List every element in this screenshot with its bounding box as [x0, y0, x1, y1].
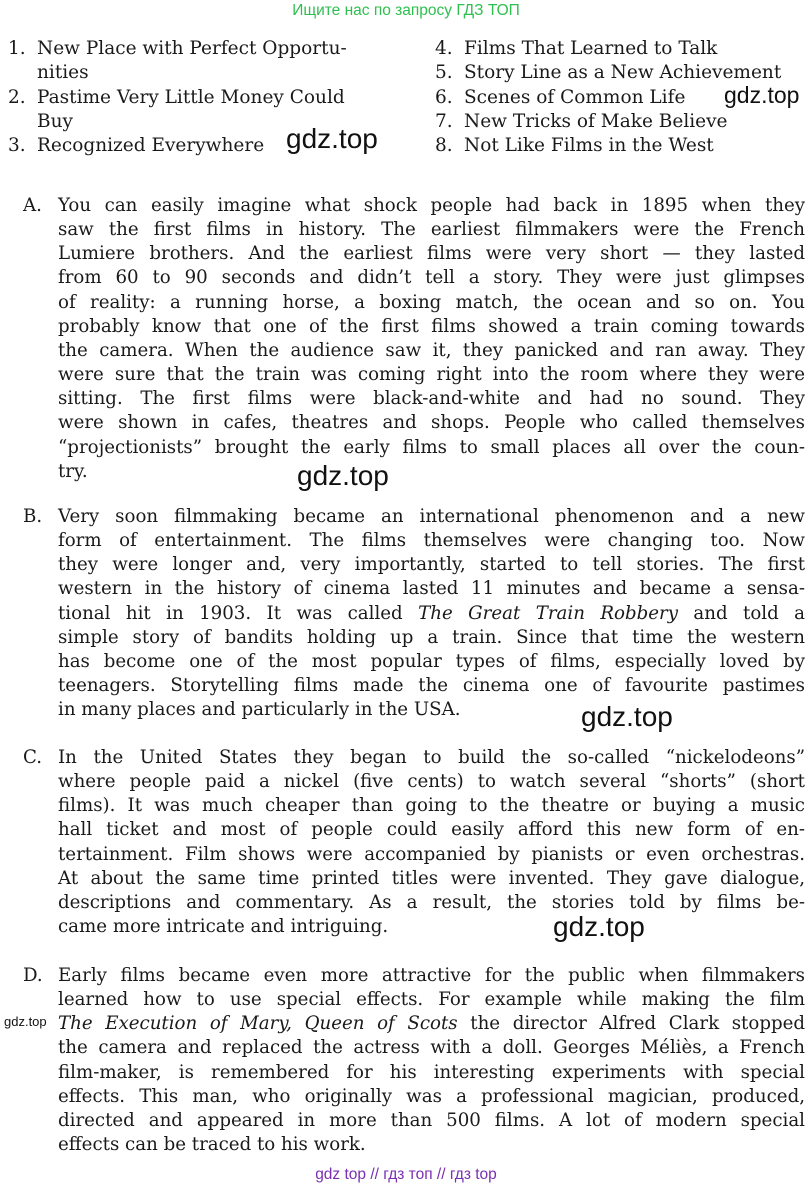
- text-line: directed and appeared in more than 500 films. A lot of modern special: [58, 1109, 805, 1131]
- film-title: The Great Train Robbery: [418, 602, 678, 624]
- paragraph-a: [23, 194, 805, 484]
- heading-number: 1.: [8, 38, 26, 59]
- text-line: form of entertainment. The films themselves were changing too. Now: [58, 530, 805, 552]
- heading-number: 5.: [435, 62, 453, 84]
- watermark: gdz.top: [553, 911, 645, 942]
- text-line: they were longer and, very importantly, started to tell stories. The first: [58, 554, 805, 576]
- watermark: gdz.top: [286, 123, 378, 154]
- text-line: teenagers. Storytelling films made the cinema one of favourite pastimes: [58, 675, 805, 697]
- watermark: gdz.top: [581, 701, 673, 732]
- text-line: of reality: a running horse, a boxing match, the ocean and so on. You: [58, 291, 805, 313]
- text-line: from 60 to 90 seconds and didn’t tell a story. They were just glimpses: [58, 267, 805, 289]
- text-line: has become one of the most popular types of films, especially loved by: [58, 650, 805, 672]
- heading-text: Recognized Everywhere: [37, 135, 265, 157]
- paragraph-body: [58, 964, 805, 1157]
- paragraph-letter: C.: [23, 747, 43, 768]
- text-line: were sure that the train was coming right into the room where they were: [58, 364, 805, 386]
- heading-number: 6.: [435, 86, 453, 108]
- text-line: film-maker, is remembered for his interesting experiments with special: [58, 1061, 805, 1083]
- heading-number: 8.: [435, 135, 453, 157]
- text-line: came more intricate and intriguing.: [58, 916, 389, 938]
- text-line: Very soon filmmaking became an international phenomenon and a new: [58, 506, 805, 527]
- text-line: In the United States they began to build the so-called “nickelodeons”: [58, 747, 805, 768]
- paragraph-body: [58, 194, 805, 484]
- heading-text: Story Line as a New Achievement: [464, 62, 782, 84]
- heading-number: 2.: [8, 86, 26, 108]
- heading-text: New Place with Perfect Opportu-: [37, 38, 347, 59]
- text-line: hall ticket and most of people could easily afford this new form of en-: [58, 819, 805, 841]
- paragraph-body: [58, 746, 805, 939]
- text-line: At about the same time printed titles were invented. They gave dialogue,: [58, 867, 805, 889]
- text-line: in many places and particularly in the USA.: [58, 699, 461, 721]
- text-line: try.: [58, 460, 88, 482]
- paragraph-letter: A.: [23, 195, 42, 216]
- heading-number: 4.: [435, 38, 453, 59]
- paragraph-b: [23, 505, 805, 722]
- heading-text: Scenes of Common Life: [464, 86, 686, 108]
- heading-number: 7.: [435, 110, 453, 132]
- text-line: were shown in cafes, theatres and shops. People who called themselves: [58, 412, 805, 434]
- text-line: effects can be traced to his work.: [58, 1134, 366, 1156]
- heading-text: nities: [37, 62, 89, 84]
- film-title: The Execution of Mary, Queen of Scots: [58, 1013, 458, 1035]
- watermark: gdz.top: [297, 460, 389, 491]
- paragraph-d: [23, 964, 805, 1157]
- heading-number: 3.: [8, 135, 26, 157]
- text-line: The Execution of Mary, Queen of Scots the director Alfred Clark stopped: [58, 1013, 806, 1035]
- watermark: gdz.top: [4, 1014, 47, 1029]
- paragraph-letter: D.: [23, 965, 43, 986]
- heading-text: Buy: [37, 110, 73, 132]
- text-line: You can easily imagine what shock people had back in 1895 when they: [58, 195, 805, 216]
- text-line: the camera. When the audience saw it, they panicked and ran away. They: [58, 339, 805, 361]
- text-line: the camera and replaced the actress with a doll. Georges Méliès, a French: [58, 1037, 805, 1059]
- heading-text: New Tricks of Make Believe: [464, 110, 728, 132]
- text-line: where people paid a nickel (five cents) to watch several “shorts” (short: [58, 771, 805, 793]
- text-line: saw the first films in history. The earliest filmmakers were the French: [58, 219, 805, 241]
- text-line: tertainment. Film shows were accompanied by pianists or even orchestras.: [58, 843, 805, 865]
- watermark: gdz.top: [724, 82, 800, 108]
- text-line: western in the history of cinema lasted 11 minutes and became a sensa-: [58, 578, 805, 600]
- paragraph-letter: B.: [23, 506, 43, 527]
- text-line: effects. This man, who originally was a professional magician, produced,: [58, 1085, 805, 1107]
- heading-text: Not Like Films in the West: [464, 135, 714, 157]
- paragraph-body: [58, 505, 805, 722]
- text-line: simple story of bandits holding up a train. Since that time the western: [58, 626, 805, 648]
- text-line: Early films became even more attractive for the public when filmmakers: [58, 965, 805, 986]
- paragraph-c: [23, 746, 805, 939]
- heading-text: Pastime Very Little Money Could: [37, 86, 345, 108]
- text-line: sitting. The first films were black-and-white and had no sound. They: [58, 388, 805, 410]
- text-line: Lumiere brothers. And the earliest films were very short — they lasted: [58, 243, 805, 265]
- text-line: tional hit in 1903. It was called The Great Train Robbery and told a: [58, 602, 805, 624]
- text-line: learned how to use special effects. For example while making the film: [58, 989, 805, 1011]
- text-line: probably know that one of the first films showed a train coming towards: [58, 315, 805, 337]
- text-line: “projectionists” brought the early films to small places all over the coun-: [58, 436, 805, 458]
- text-line: films). It was much cheaper than going to the theatre or buying a music: [58, 795, 805, 817]
- top-banner: Ищите нас по запросу ГДЗ ТОП: [292, 2, 520, 19]
- text-line: descriptions and commentary. As a result, the stories told by films be-: [58, 891, 805, 913]
- footer: gdz top // гдз топ // гдз top: [315, 1166, 497, 1183]
- heading-text: Films That Learned to Talk: [464, 38, 718, 59]
